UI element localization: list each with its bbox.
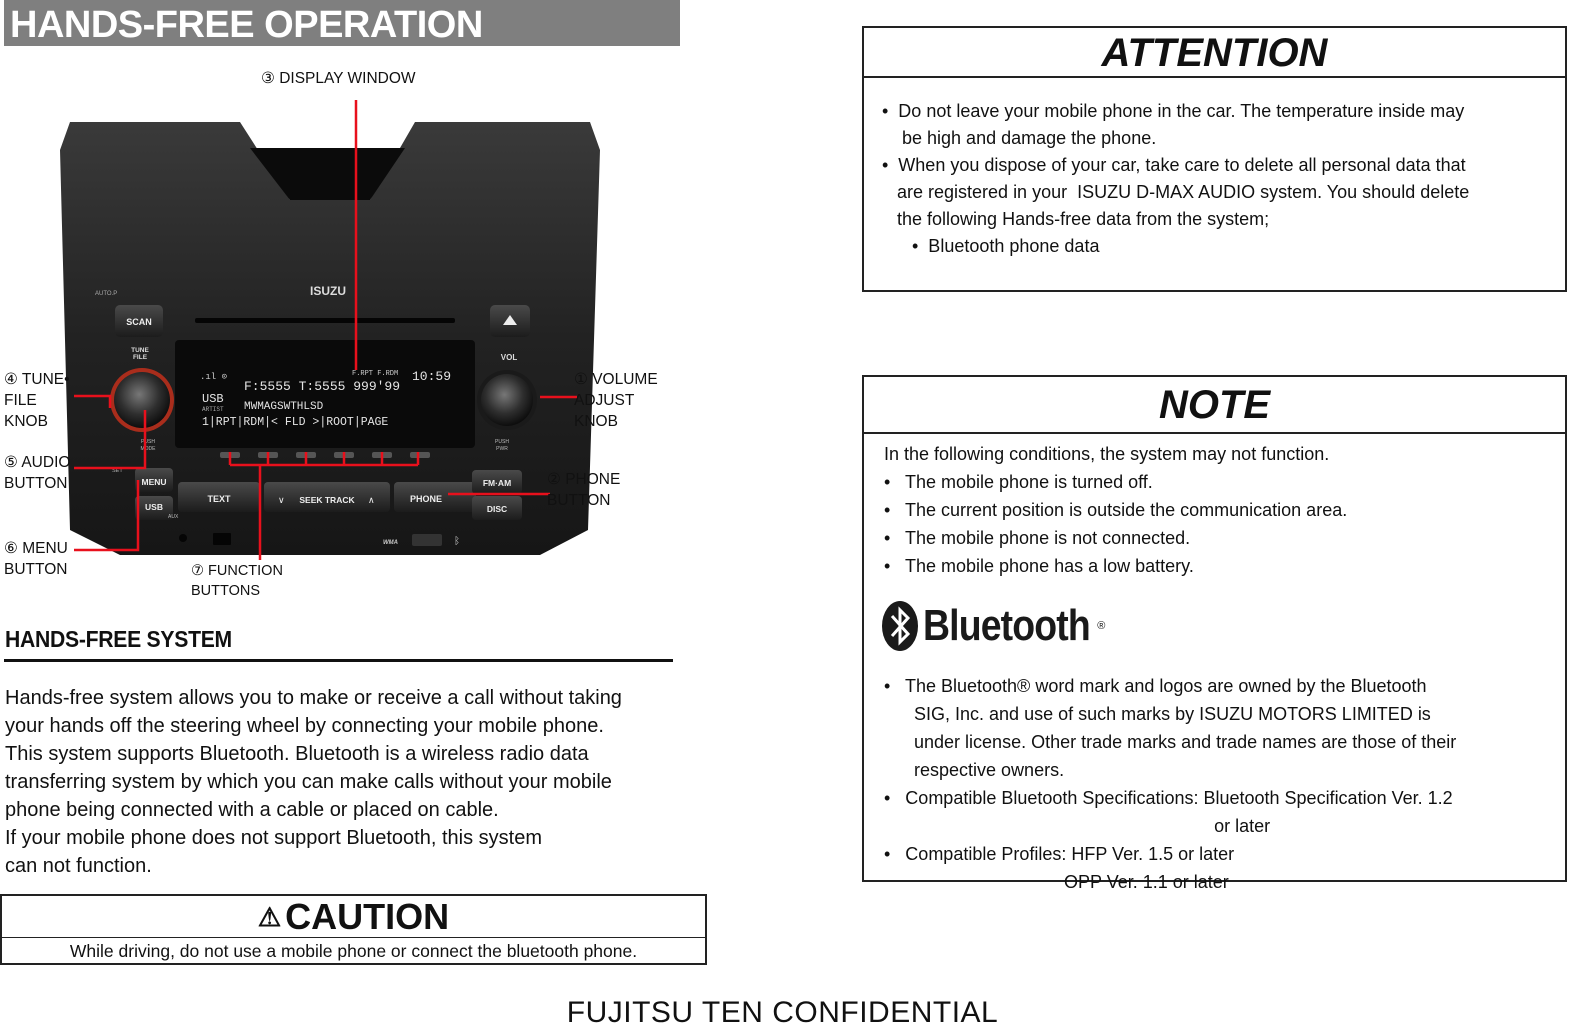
note-condition: • The mobile phone is not connected.: [884, 528, 1191, 548]
callout-tune-file-knob: ④ TUNE• FILE KNOB: [4, 371, 70, 430]
aux-label: AUX: [168, 514, 179, 520]
body-line: If your mobile phone does not support Bluetooth, this system: [5, 827, 542, 849]
disc-button: DISC: [486, 504, 508, 514]
autop-label: AUTO.P: [95, 291, 118, 297]
bluetooth-wordmark: Bluetooth: [923, 601, 1090, 650]
section-divider: [4, 659, 673, 662]
spec-line: OPP Ver. 1.1 or later: [884, 872, 1229, 892]
svg-text:PUSH: PUSH: [141, 439, 155, 445]
bluetooth-small-icon: ᛒ: [454, 536, 460, 547]
attention-line: be high and damage the phone.: [882, 128, 1157, 148]
text-button: TEXT: [207, 494, 231, 504]
radio-head-unit-illustration: [50, 100, 610, 560]
tune-file-label: TUNE: [131, 347, 149, 354]
attention-list: [864, 78, 1565, 260]
note-condition: • The mobile phone has a low battery.: [884, 556, 1194, 576]
svg-text:PWR: PWR: [496, 446, 508, 452]
display-source: USB: [202, 392, 224, 406]
attention-title: ATTENTION: [864, 28, 1565, 78]
body-line: can not function.: [5, 855, 152, 877]
note-box: [862, 375, 1567, 892]
set-label: SET: [112, 468, 123, 474]
svg-text:MODE: MODE: [140, 446, 156, 452]
body-line: Hands-free system allows you to make or receive a call without taking: [5, 687, 622, 709]
body-line: transferring system by which you can make calls without your mobile: [5, 771, 612, 793]
callout-audio-button: ⑤ AUDIO BUTTON: [4, 454, 71, 492]
registered-mark: ®: [1097, 620, 1106, 632]
scan-button: SCAN: [126, 317, 152, 327]
attention-box: [862, 26, 1567, 292]
display-clock: 10:59: [412, 369, 452, 384]
spec-line: • Compatible Bluetooth Specifications: Bluetooth Specification Ver. 1.2: [884, 788, 1453, 808]
menu-button: MENU: [141, 477, 167, 487]
display-function-row: 1|RPT|RDM|< FLD >|ROOT|PAGE: [202, 416, 389, 429]
wma-mp3-logo: WMA: [383, 540, 398, 546]
seek-down-icon: ∨: [278, 495, 285, 505]
caution-box: [0, 894, 707, 965]
caution-header: [2, 896, 705, 938]
tune-file-knob: [114, 372, 170, 428]
display-top-indicator: F.RPT F.RDM: [352, 370, 399, 378]
body-line: phone being connected with a cable or placed on cable.: [5, 799, 499, 821]
attention-line: the following Hands-free data from the system;: [882, 209, 1270, 229]
callout-volume-knob: ① VOLUME ADJUST KNOB: [574, 371, 658, 430]
usb-button: USB: [145, 502, 163, 512]
caution-title: CAUTION: [285, 896, 450, 937]
confidential-footer: FUJITSU TEN CONFIDENTIAL: [566, 996, 999, 1029]
bluetooth-icon: [881, 600, 919, 652]
svg-text:PUSH: PUSH: [495, 439, 509, 445]
note-title: NOTE: [864, 377, 1565, 434]
trademark-line: SIG, Inc. and use of such marks by ISUZU MOTORS LIMITED is: [884, 704, 1431, 724]
display-artist-value: MWMAGSWTHLSD: [244, 401, 324, 413]
warning-icon: ⚠: [257, 902, 282, 932]
hands-free-system-body: [5, 684, 695, 880]
cd-slot: [195, 318, 455, 323]
spec-line: or later: [884, 816, 1271, 836]
fm-am-button: FM·AM: [482, 478, 512, 488]
trademark-line: respective owners.: [884, 760, 1065, 780]
hands-free-system-title: HANDS-FREE SYSTEM: [5, 626, 232, 652]
function-button-6: [410, 452, 430, 458]
srs-logo: [412, 534, 442, 546]
callout-function-buttons: ⑦ FUNCTION BUTTONS: [191, 563, 283, 599]
seek-up-icon: ∧: [368, 495, 375, 505]
attention-line: • Bluetooth phone data: [882, 236, 1100, 256]
seek-track-button: SEEK TRACK: [299, 495, 355, 505]
aux-jack: [179, 534, 187, 542]
note-condition: • The current position is outside the communication area.: [884, 500, 1348, 520]
display-artist-label: ARTIST: [202, 406, 224, 413]
tune-file-label-2: FILE: [132, 354, 148, 361]
callout-display-window: ③ DISPLAY WINDOW: [261, 70, 416, 87]
page-header: HANDS-FREE OPERATION: [4, 0, 680, 46]
attention-line: are registered in your ISUZU D-MAX AUDIO system. You should delete: [882, 182, 1470, 202]
volume-adjust-knob: [481, 374, 533, 426]
attention-line: • When you dispose of your car, take care to delete all personal data that: [882, 155, 1466, 175]
note-condition: • The mobile phone is turned off.: [884, 472, 1153, 492]
spec-line: • Compatible Profiles: HFP Ver. 1.5 or later: [884, 844, 1235, 864]
note-intro: In the following conditions, the system may not function.: [884, 444, 1330, 464]
body-line: This system supports Bluetooth. Bluetooth is a wireless radio data: [5, 743, 589, 765]
callout-phone-button: ② PHONE BUTTON: [547, 471, 621, 509]
display-row1: F:5555 T:5555 999'99: [244, 379, 401, 394]
trademark-line: • The Bluetooth® word mark and logos are owned by the Bluetooth: [884, 676, 1427, 696]
signal-icon: .ıl ⊙: [200, 372, 228, 382]
isuzu-logo: ISUZU: [310, 284, 346, 298]
callout-menu-button: ⑥ MENU BUTTON: [4, 540, 68, 578]
trademark-line: under license. Other trade marks and trade names are those of their: [884, 732, 1457, 752]
phone-button: PHONE: [409, 494, 443, 504]
bluetooth-logo: [881, 598, 1565, 654]
usb-port: [213, 533, 231, 545]
body-line: your hands off the steering wheel by connecting your mobile phone.: [5, 715, 604, 737]
caution-text: While driving, do not use a mobile phone or connect the bluetooth phone.: [69, 941, 638, 961]
attention-line: • Do not leave your mobile phone in the car. The temperature inside may: [882, 101, 1465, 121]
note-content: [864, 434, 1565, 896]
vol-label: VOL: [500, 353, 518, 362]
